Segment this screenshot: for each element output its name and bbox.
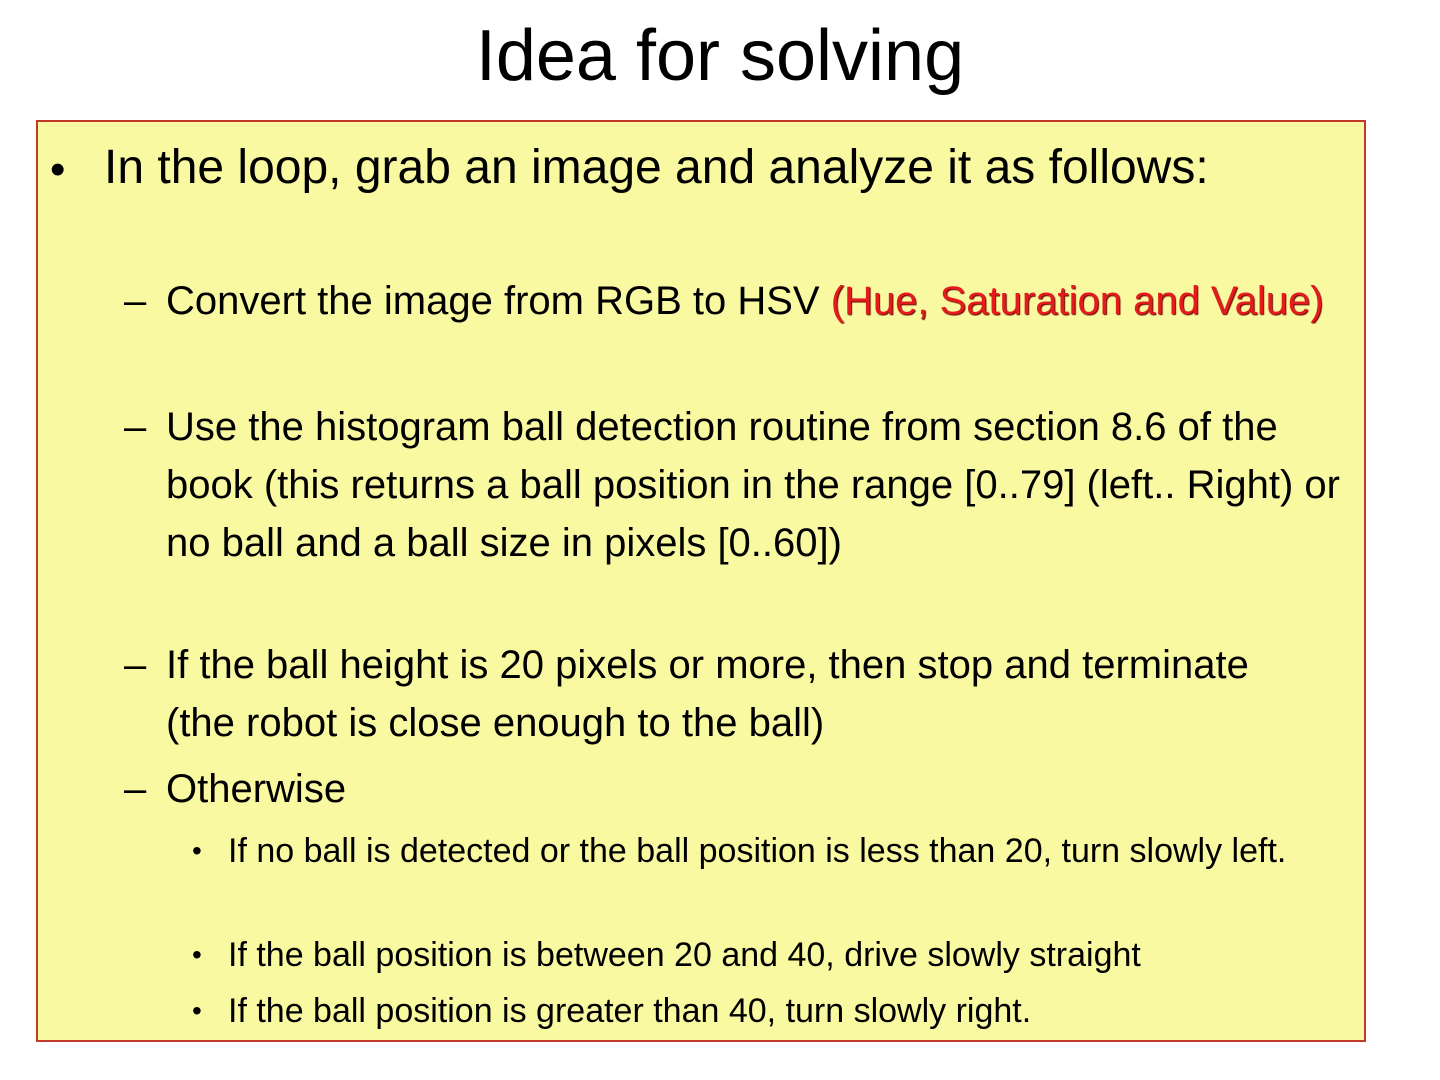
sub-bullet-text: If the ball height is 20 pixels or more, then stop and terminate (the robot is close enough to the ball) [166,643,1249,745]
sub-bullet-text: Use the histogram ball detection routine from section 8.6 of the book (this returns a ball position in the range [0..79] (left.. Right) or no ball and a ball size in pixels [0..60]) [166,405,1340,565]
sub-sub-bullet-text: If the ball position is greater than 40, turn slowly right. [228,992,1032,1030]
dash-marker: – [124,279,147,323]
slide-title: Idea for solving [475,16,965,96]
dash-marker: – [124,767,147,811]
sub-bullet-text: Otherwise [166,767,347,811]
bullet-marker: • [50,145,66,194]
bullet-marker: • [192,995,202,1026]
bullet-text: In the loop, grab an image and analyze it as follows: [104,141,1209,194]
dash-marker: – [124,405,147,449]
sub-sub-bullet-text: If the ball position is between 20 and 40, drive slowly straight [228,936,1141,974]
convert-text: Convert the image from RGB to HSV [166,279,831,323]
sub-bullet-text [166,272,1326,330]
bullet-marker: • [192,939,202,970]
content-box [36,120,1366,1042]
hsv-highlight-text: (Hue, Saturation and Value) [830,279,1324,323]
sub-sub-bullet-text: If no ball is detected or the ball position is less than 20, turn slowly left. [228,832,1287,870]
bullet-marker: • [192,835,202,866]
dash-marker: – [124,643,147,687]
